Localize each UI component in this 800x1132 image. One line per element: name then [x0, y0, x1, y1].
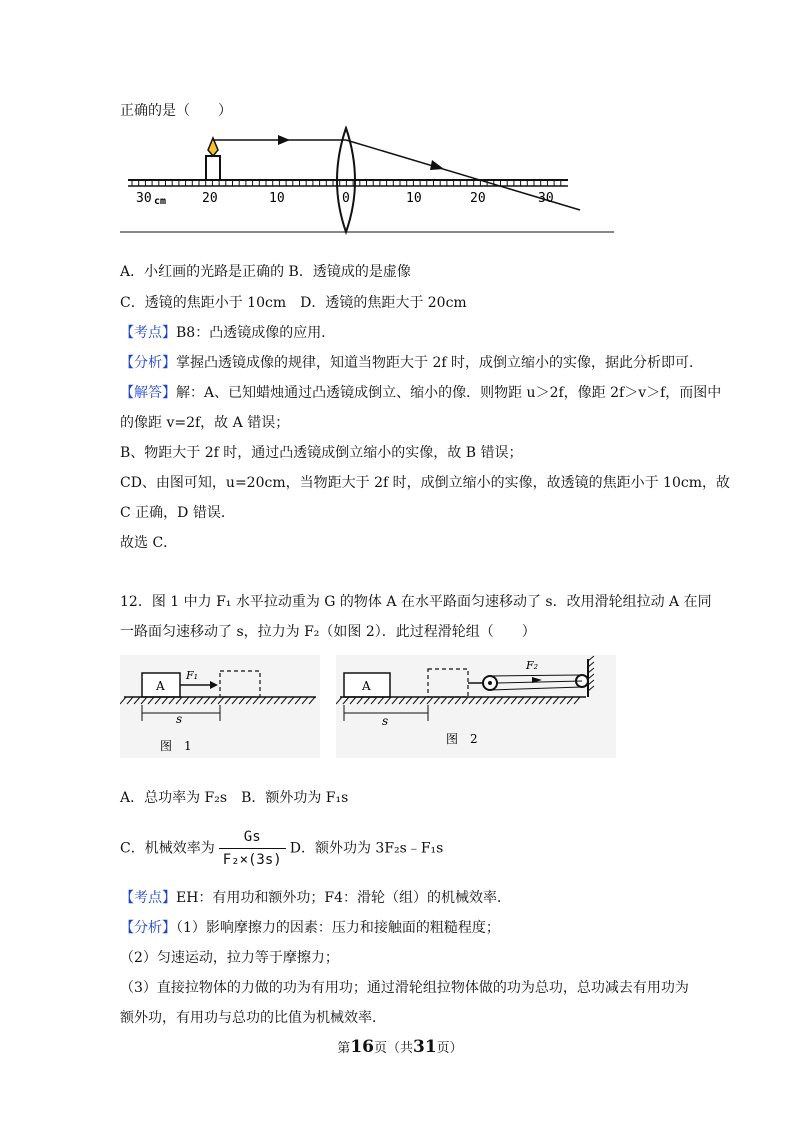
q12-fenxi-line: （2）匀速运动，拉力等于摩擦力； — [120, 950, 339, 966]
q11-options-cd: C．透镜的焦距小于 10cm D．透镜的焦距大于 20cm — [120, 295, 467, 311]
figure-caption: 图 2 — [446, 732, 478, 746]
block-label: A — [156, 679, 165, 693]
fenxi-tag: 【分析】 — [120, 355, 176, 371]
tick-label: 10 — [269, 191, 285, 206]
figure-caption: 图 1 — [160, 739, 192, 753]
q11-jieda-line: CD、由图可知，u=20cm，当物距大于 2f 时，成倒立缩小的实像，故透镜的焦距小于 10cm，故 — [120, 475, 730, 491]
tick-label: 20 — [470, 191, 486, 206]
force-label: F₁ — [186, 669, 199, 682]
lens-figure — [118, 126, 618, 238]
distance-label: s — [382, 714, 389, 728]
unit-label: cm — [154, 196, 167, 207]
q11-jieda-line: 的像距 v=2f，故 A 错误； — [120, 415, 290, 431]
block-label: A — [362, 679, 371, 693]
kaodian-tag: 【考点】 — [120, 890, 176, 906]
force-label: F₂ — [526, 659, 539, 672]
q12-stem: 一路面匀速移动了 s，拉力为 F₂（如图 2）．此过程滑轮组（ ） — [120, 624, 536, 640]
tick-label: 10 — [406, 191, 422, 206]
page-footer: 第16页（共31页） — [337, 1037, 463, 1057]
tick-label: 20 — [202, 191, 218, 206]
candle-icon — [206, 138, 220, 180]
q12-fenxi-line: （3）直接拉物体的力做的功为有用功；通过滑轮组拉物体做的功为总功，总功减去有用功为 — [120, 980, 689, 996]
q11-kaodian: 【考点】B8：凸透镜成像的应用． — [120, 325, 336, 341]
q11-jieda-line: C 正确，D 错误． — [120, 505, 235, 521]
q11-answer: 故选 C． — [120, 535, 178, 551]
distance-label: s — [176, 712, 183, 726]
page-number: 16 — [350, 1037, 374, 1057]
fenxi-tag: 【分析】 — [120, 920, 176, 936]
page-total: 31 — [413, 1037, 437, 1057]
figure-1 — [120, 655, 320, 758]
tick-label: 0 — [342, 191, 350, 206]
q12-options-cd: C．机械效率为 $\frac{Gs}{\text{F₂×(3s)}}$ D．额外功为 3F₂s﹣F₁s — [120, 826, 443, 871]
efficiency-fraction: $\frac{Gs}{\text{F₂×(3s)}}$ — [219, 826, 286, 871]
jieda-tag: 【解答】 — [120, 385, 176, 401]
q11-stem: 正确的是（ ） — [120, 103, 232, 119]
tick-label: 30 — [538, 191, 554, 206]
q11-fenxi: 【分析】掌握凸透镜成像的规律，知道当物距大于 2f 时，成倒立缩小的实像，据此分析即可． — [120, 355, 703, 371]
q12-fenxi: 【分析】（1）影响摩擦力的因素：压力和接触面的粗糙程度； — [120, 920, 500, 936]
q11-jieda-line: B、物距大于 2f 时，通过凸透镜成倒立缩小的实像，故 B 错误； — [120, 445, 523, 461]
q12-stem: 12．图 1 中力 F₁ 水平拉动重为 G 的物体 A 在水平路面匀速移动了 s．改用滑轮组拉动 A 在同 — [120, 594, 712, 610]
figure-2 — [336, 655, 616, 758]
q11-jieda: 【解答】解：A、已知蜡烛通过凸透镜成倒立、缩小的像．则物距 u＞2f，像距 2f＞v＞f，而图中 — [120, 385, 722, 401]
tick-label: 30 — [136, 191, 152, 206]
q12-options-ab: A．总功率为 F₂s B．额外功为 F₁s — [120, 790, 349, 806]
q11-options-ab: A．小红画的光路是正确的 B．透镜成的是虚像 — [120, 264, 411, 280]
q12-kaodian: 【考点】EH：有用功和额外功；F4：滑轮（组）的机械效率． — [120, 890, 512, 906]
kaodian-tag: 【考点】 — [120, 325, 176, 341]
q12-fenxi-line: 额外功，有用功与总功的比值为机械效率． — [120, 1010, 386, 1026]
